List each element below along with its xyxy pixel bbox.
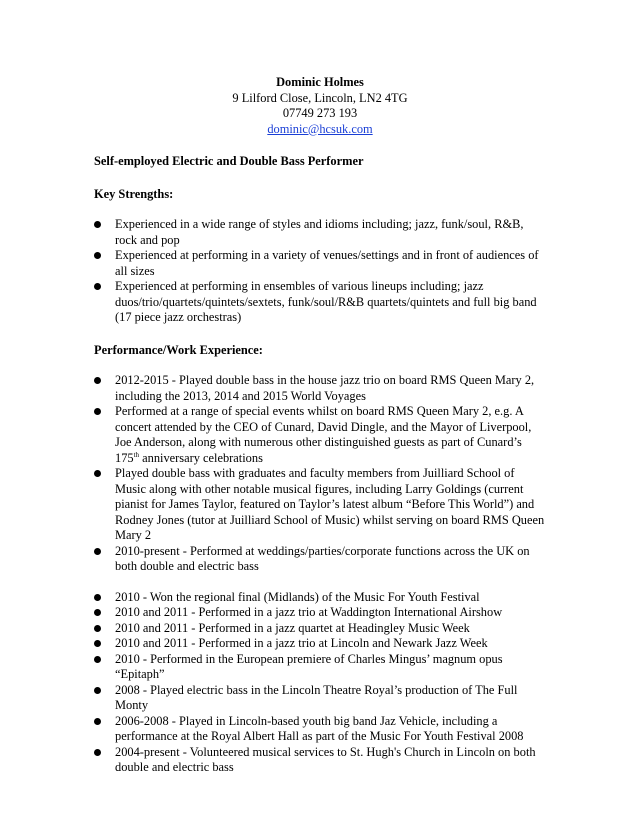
list-item: Experienced in a wide range of styles and idioms including; jazz, funk/soul, R&B, rock and pop xyxy=(94,217,546,248)
experience-list-a xyxy=(94,373,546,575)
bullet-icon xyxy=(94,408,101,415)
list-item: 2006-2008 - Played in Lincoln-based youth big band Jaz Vehicle, including a performance at the Royal Albert Hall as part of the Music For Youth Festival 2008 xyxy=(94,714,546,745)
bullet-icon xyxy=(94,283,101,290)
list-item: 2010-present - Performed at weddings/parties/corporate functions across the UK on both double and electric bass xyxy=(94,544,546,575)
key-strengths-list xyxy=(94,217,546,326)
bullet-icon xyxy=(94,221,101,228)
experience-heading: Performance/Work Experience: xyxy=(94,342,263,357)
list-item: 2010 and 2011 - Performed in a jazz trio at Waddington International Airshow xyxy=(94,605,546,621)
phone-number: 07749 273 193 xyxy=(282,106,358,120)
address: 9 Lilford Close, Lincoln, LN2 4TG xyxy=(232,90,408,105)
list-item: 2012-2015 - Played double bass in the house jazz trio on board RMS Queen Mary 2, including the 2013, 2014 and 2015 World Voyages xyxy=(94,373,546,404)
list-item: 2004-present - Volunteered musical services to St. Hugh's Church in Lincoln on both double and electric bass xyxy=(94,745,546,776)
list-item: Experienced at performing in a variety of venues/settings and in front of audiences of all sizes xyxy=(94,248,546,279)
bullet-icon xyxy=(94,609,101,616)
experience-list-b xyxy=(94,590,546,776)
key-strengths-heading: Key Strengths: xyxy=(94,186,174,201)
cv-page xyxy=(94,75,546,776)
bullet-icon xyxy=(94,625,101,632)
bullet-icon xyxy=(94,377,101,384)
bullet-icon xyxy=(94,640,101,647)
list-item: 2010 - Won the regional final (Midlands) of the Music For Youth Festival xyxy=(94,590,546,606)
email-link[interactable]: dominic@hcsuk.com xyxy=(267,121,373,136)
list-item: 2010 - Performed in the European premiere of Charles Mingus’ magnum opus “Epitaph” xyxy=(94,652,546,683)
bullet-icon xyxy=(94,718,101,725)
person-name: Dominic Holmes xyxy=(276,75,364,89)
bullet-icon xyxy=(94,656,101,663)
list-item: 2008 - Played electric bass in the Lincoln Theatre Royal’s production of The Full Monty xyxy=(94,683,546,714)
bullet-icon xyxy=(94,548,101,555)
bullet-icon xyxy=(94,470,101,477)
list-item: 2010 and 2011 - Performed in a jazz quartet at Headingley Music Week xyxy=(94,621,546,637)
list-item: Played double bass with graduates and faculty members from Juilliard School of Music along with other notable musical figures, including Larry Goldings (current pianist for James Taylor, featured on Taylor’s latest album “Before This World”) and Rodney Jones (tutor at Juilliard School of Music) whilst serving on board RMS Queen Mary 2 xyxy=(94,466,546,544)
bullet-icon xyxy=(94,252,101,259)
bullet-icon xyxy=(94,749,101,756)
list-item: 2010 and 2011 - Performed in a jazz trio at Lincoln and Newark Jazz Week xyxy=(94,636,546,652)
job-title: Self-employed Electric and Double Bass Performer xyxy=(94,154,364,168)
list-item: Performed at a range of special events whilst on board RMS Queen Mary 2, e.g. A concert attended by the CEO of Cunard, David Dingle, and the Mayor of Liverpool, Joe Anderson, along with numerous other distinguished guests as part of Cunard’s 175th anniversary celebrations xyxy=(94,404,546,466)
contact-header xyxy=(94,75,546,137)
bullet-icon xyxy=(94,594,101,601)
list-item: Experienced at performing in ensembles of various lineups including; jazz duos/trio/quartets/quintets/sextets, funk/soul/R&B quartets/quintets and full big band (17 piece jazz orchestras) xyxy=(94,279,546,326)
bullet-icon xyxy=(94,687,101,694)
